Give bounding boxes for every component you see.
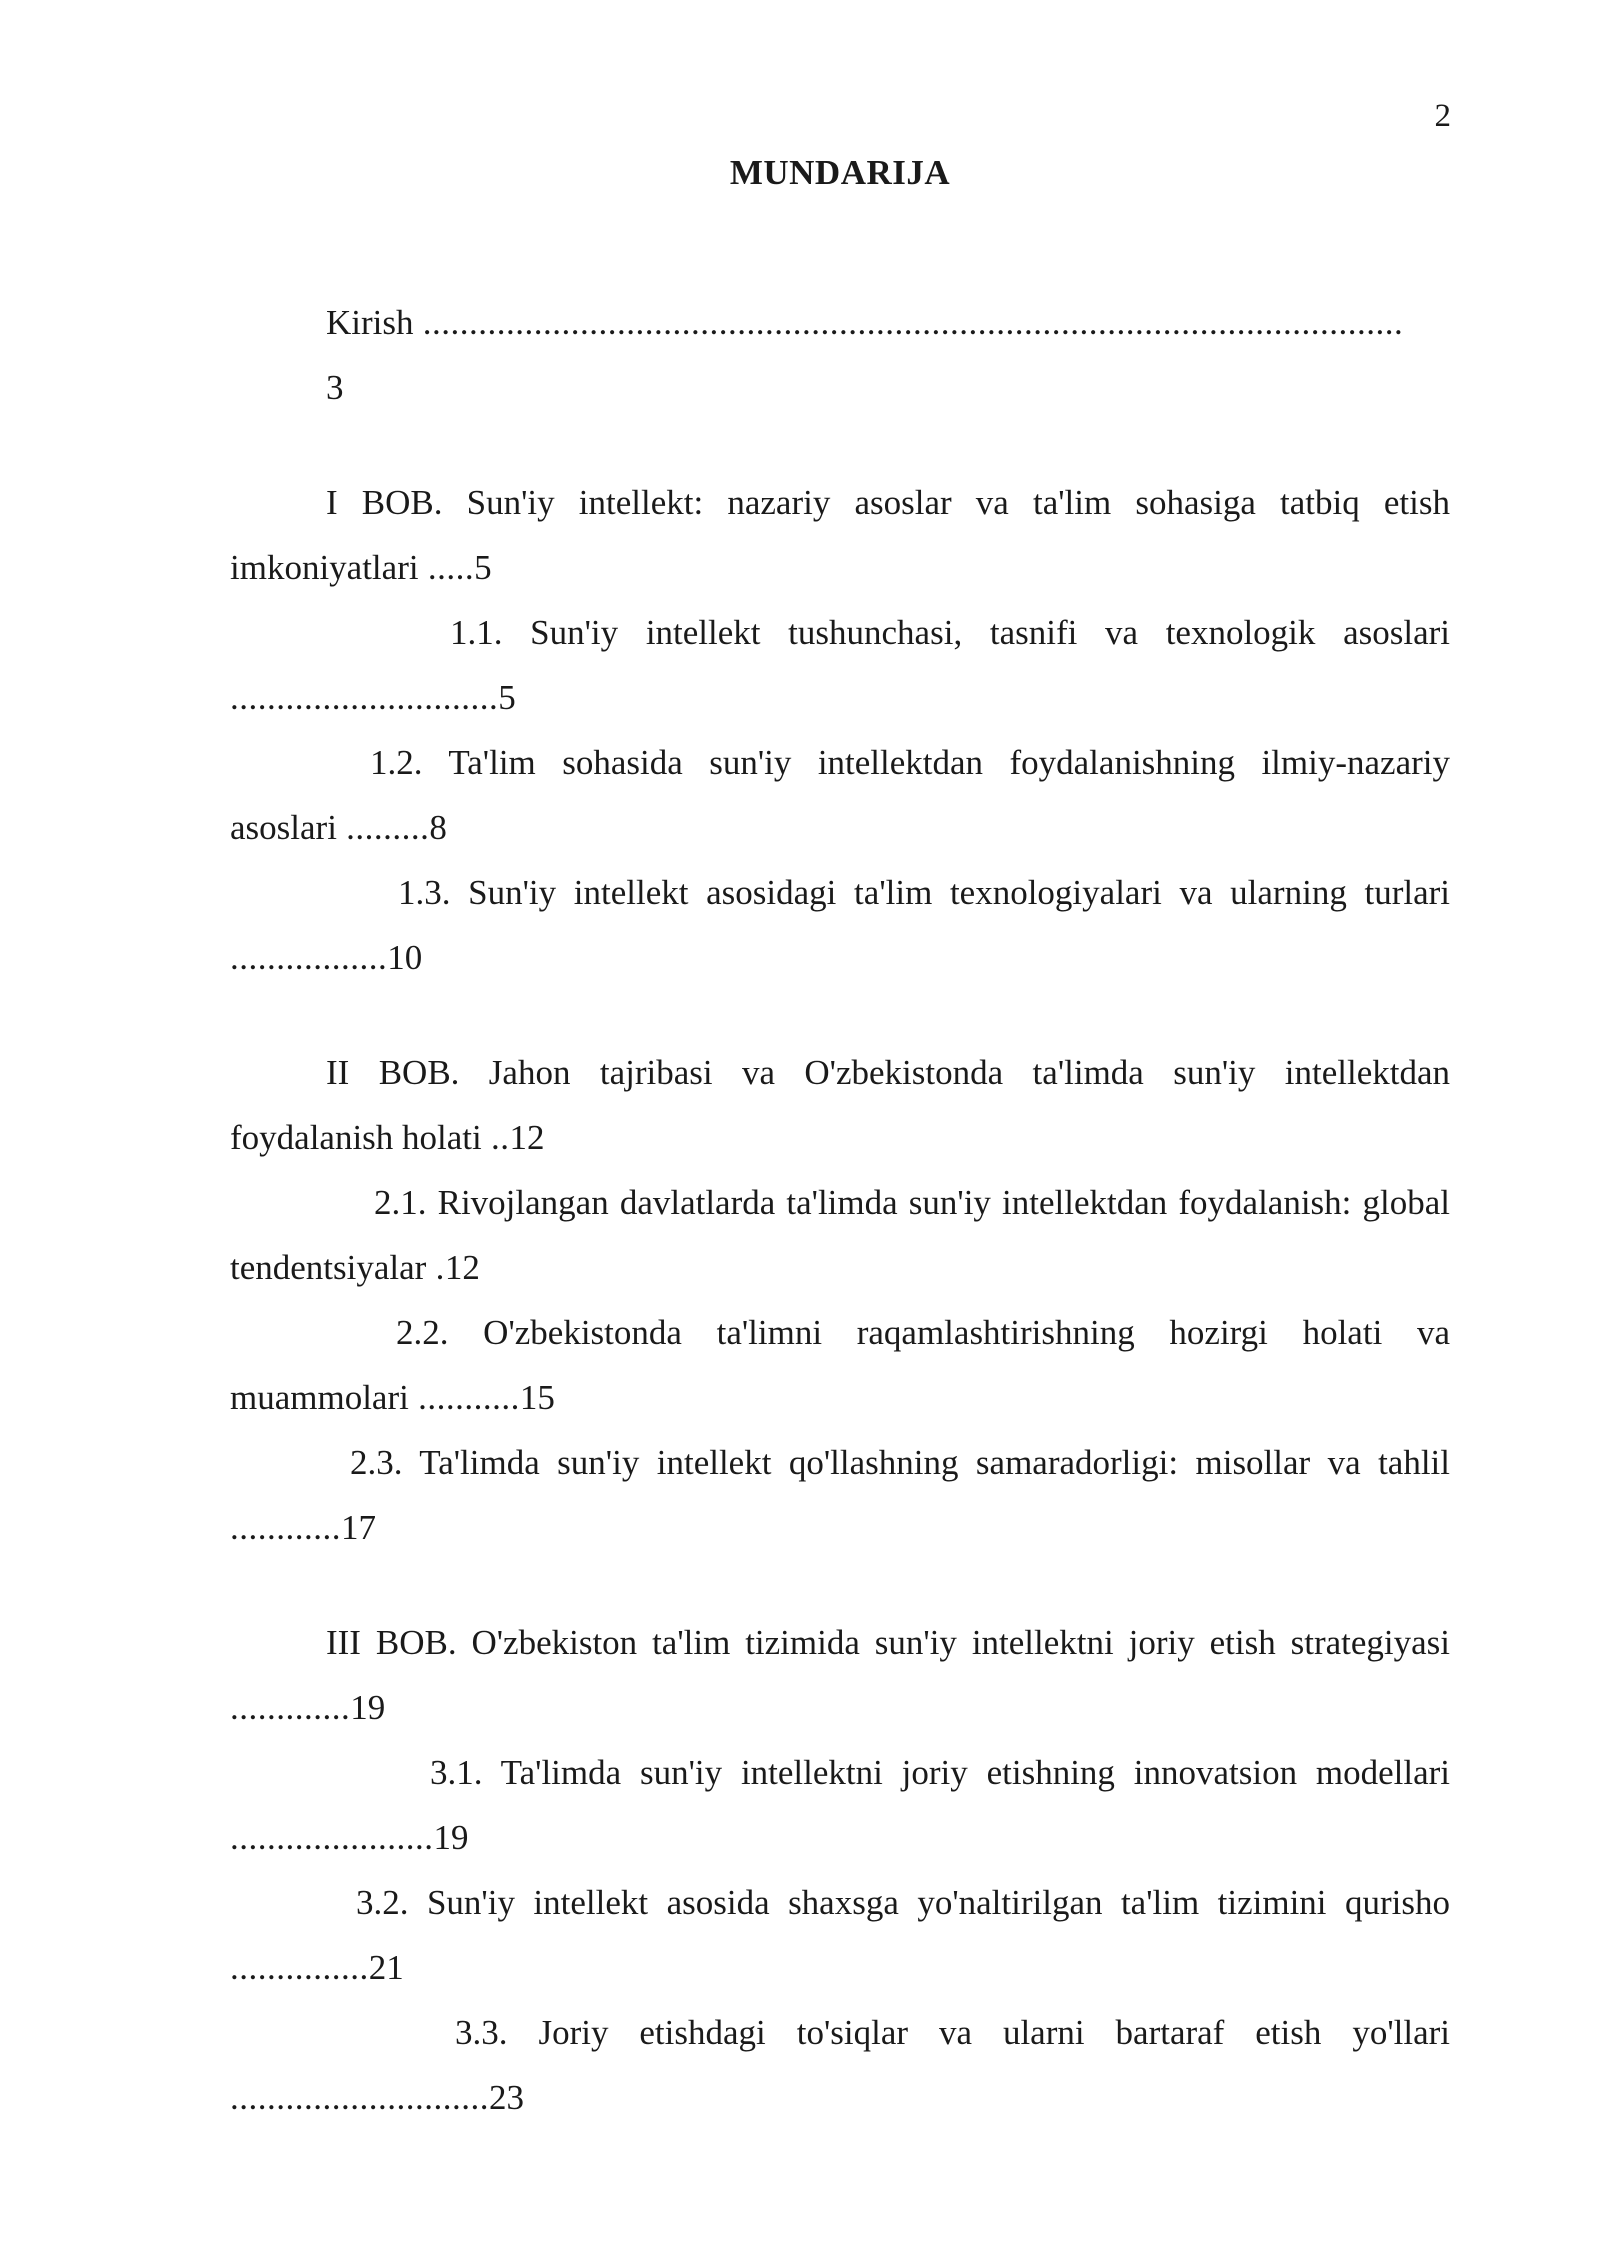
toc-entry-text: 2.3. Ta'limda sun'iy intellekt qo'llashning samaradorligi: misollar va tahlil xyxy=(350,1443,1450,1482)
toc-entry-text: Kirish xyxy=(326,303,414,342)
toc-entry-kirish[interactable] xyxy=(230,290,1450,420)
toc-entry-section-3-2[interactable] xyxy=(230,1870,1450,2000)
toc-leader-dots: .. xyxy=(481,1118,510,1157)
page-number: 2 xyxy=(1434,98,1451,134)
toc-entry-chapter-3[interactable] xyxy=(230,1610,1450,1740)
toc-page-number: 8 xyxy=(429,808,447,847)
toc-entry-section-2-1[interactable] xyxy=(230,1170,1450,1300)
toc-page-number: 17 xyxy=(341,1508,376,1547)
toc-entry-text: II BOB. Jahon tajribasi va O'zbekistonda ta'limda sun'iy intellektdan foydalanish holati xyxy=(230,1053,1450,1157)
toc-entry-chapter-2[interactable] xyxy=(230,1040,1450,1170)
toc-entry-section-2-3[interactable] xyxy=(230,1430,1450,1560)
toc-entry-text: 3.1. Ta'limda sun'iy intellektni joriy etishning innovatsion modellari xyxy=(430,1753,1450,1792)
toc-entry-section-1-3[interactable] xyxy=(230,860,1450,990)
toc-entry-text: 2.2. O'zbekistonda ta'limni raqamlashtirishning hozirgi holati va muammolari xyxy=(230,1313,1450,1417)
toc-leader-dots: ...................... xyxy=(230,1818,434,1857)
toc-entry-text: 2.1. Rivojlangan davlatlarda ta'limda sun'iy intellektdan foydalanish: global tendentsiyalar xyxy=(230,1183,1450,1287)
toc-entry-section-3-1[interactable] xyxy=(230,1740,1450,1870)
toc-entry-text: 1.2. Ta'lim sohasida sun'iy intellektdan foydalanishning ilmiy-nazariy asoslari xyxy=(230,743,1450,847)
toc-leader-dots: ............................ xyxy=(230,2078,489,2117)
toc-page-number: 19 xyxy=(350,1688,386,1727)
toc-leader-dots: ............... xyxy=(230,1948,369,1987)
toc-entry-section-3-3[interactable] xyxy=(230,2000,1450,2130)
toc-leader-dots: ......... xyxy=(336,808,430,847)
toc-leader-dots: ............................. xyxy=(230,678,499,717)
toc-entry-section-1-2[interactable] xyxy=(230,730,1450,860)
toc-entry-text: 3.2. Sun'iy intellekt asosida shaxsga yo'naltirilgan ta'lim tizimini qurisho xyxy=(356,1883,1450,1922)
toc-leader-dots: ........... xyxy=(408,1378,520,1417)
toc-page-number: 3 xyxy=(326,368,344,407)
toc-leader-dots: . xyxy=(426,1248,445,1287)
toc-entry-chapter-1[interactable] xyxy=(230,470,1450,600)
toc-entry-text: I BOB. Sun'iy intellekt: nazariy asoslar va ta'lim sohasiga tatbiq etish imkoniyatlari xyxy=(230,483,1450,587)
toc-entry-text: 1.1. Sun'iy intellekt tushunchasi, tasnifi va texnologik asoslari xyxy=(450,613,1450,652)
toc-page-number: 12 xyxy=(509,1118,545,1157)
toc-page-number: 21 xyxy=(368,1948,404,1987)
toc-page-number: 5 xyxy=(498,678,516,717)
toc-entry-section-1-1[interactable] xyxy=(230,600,1450,730)
toc-entry-text: 3.3. Joriy etishdagi to'siqlar va ularni bartaraf etish yo'llari xyxy=(455,2013,1450,2052)
toc-leader-dots: ............. xyxy=(230,1688,351,1727)
toc-leader-dots: ............ xyxy=(230,1508,341,1547)
toc-leader-dots: ................. xyxy=(230,938,388,977)
toc-page-number: 15 xyxy=(519,1378,555,1417)
toc-page-number: 10 xyxy=(387,938,423,977)
toc-leader-dots: .......................................................................................................... xyxy=(413,303,1404,342)
toc-entry-text: III BOB. O'zbekiston ta'lim tizimida sun'iy intellektni joriy etish strategiyasi xyxy=(326,1623,1450,1662)
toc-page-number: 5 xyxy=(474,548,492,587)
toc-page-number: 12 xyxy=(444,1248,480,1287)
toc-entry-section-2-2[interactable] xyxy=(230,1300,1450,1430)
toc-leader-dots: ..... xyxy=(418,548,475,587)
page-title: MUNDARIJA xyxy=(729,153,951,192)
toc-page-number: 23 xyxy=(489,2078,524,2117)
toc-entry-text: 1.3. Sun'iy intellekt asosidagi ta'lim texnologiyalari va ularning turlari xyxy=(398,873,1450,912)
toc-page-number: 19 xyxy=(433,1818,469,1857)
